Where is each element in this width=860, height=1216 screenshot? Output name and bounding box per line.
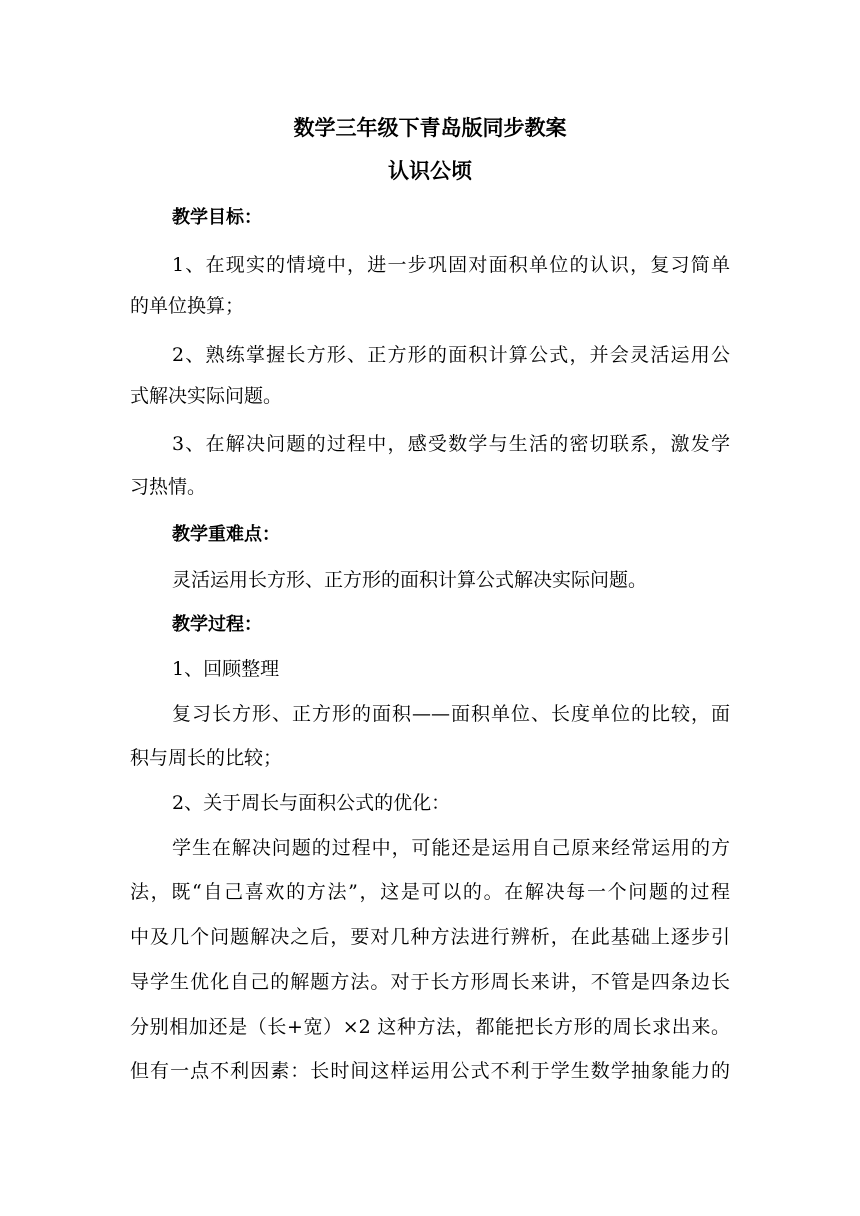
lesson-title: 认识公顷 — [388, 159, 472, 183]
step-1-text-line-2: 积与周长的比较； — [130, 747, 283, 769]
document-title: 数学三年级下青岛版同步教案 — [293, 116, 567, 140]
objective-2-line-2: 式解决实际问题。 — [130, 385, 283, 407]
step-2-text-line-5: 分别相加还是（长+宽）×2 这种方法，都能把长方形的周长求出来。 — [130, 1016, 730, 1038]
objective-1-line-2: 的单位换算； — [130, 295, 245, 317]
step-2-title: 2、关于周长与面积公式的优化： — [172, 792, 451, 814]
step-2-text-line-4: 导学生优化自己的解题方法。对于长方形周长来讲，不管是四条边长 — [130, 971, 730, 993]
objective-3-line-1: 3、在解决问题的过程中，感受数学与生活的密切联系，激发学 — [172, 433, 730, 455]
process-heading: 教学过程： — [172, 614, 262, 635]
step-2-text-line-6: 但有一点不利因素：长时间这样运用公式不利于学生数学抽象能力的 — [130, 1060, 730, 1082]
key-points-text: 灵活运用长方形、正方形的面积计算公式解决实际问题。 — [172, 569, 648, 591]
objective-2-line-1: 2、熟练掌握长方形、正方形的面积计算公式，并会灵活运用公 — [172, 344, 730, 366]
step-1-text-line-1: 复习长方形、正方形的面积——面积单位、长度单位的比较，面 — [172, 703, 730, 725]
step-2-text-line-1: 学生在解决问题的过程中，可能还是运用自己原来经常运用的方 — [172, 837, 730, 859]
step-2-text-line-2: 法，既“自己喜欢的方法”，这是可以的。在解决每一个问题的过程 — [130, 881, 730, 903]
objective-3-line-2: 习热情。 — [130, 476, 207, 498]
step-1-title: 1、回顾整理 — [172, 658, 280, 680]
key-points-heading: 教学重难点： — [172, 524, 280, 545]
objective-1-line-1: 1、在现实的情境中，进一步巩固对面积单位的认识，复习简单 — [172, 254, 730, 276]
step-2-text-line-3: 中及几个问题解决之后，要对几种方法进行辨析，在此基础上逐步引 — [130, 926, 730, 948]
objectives-heading: 教学目标： — [172, 207, 262, 228]
